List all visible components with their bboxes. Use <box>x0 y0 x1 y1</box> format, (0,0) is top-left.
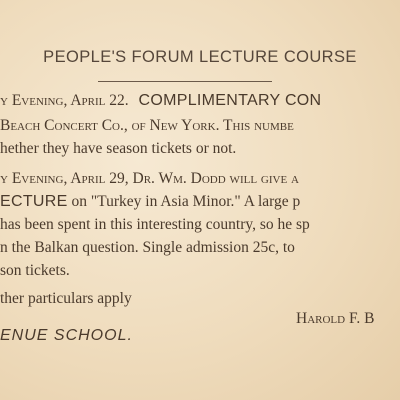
school-name: ENUE SCHOOL. <box>0 327 133 344</box>
paragraph-2-line-4: n the Balkan question. Single admission 25c, to <box>0 239 295 256</box>
paragraph-2-line-3: has been spent in this interesting country, so he sp <box>0 216 310 233</box>
complimentary-concert-text: COMPLIMENTARY CON <box>138 92 322 109</box>
paragraph-1-line-2: Beach Concert Co., of New York. This numbe <box>0 117 294 134</box>
paragraph-1-line-1 <box>0 92 321 110</box>
paragraph-1-line-3: hether they have season tickets or not. <box>0 140 237 157</box>
paragraph-2-line-1 <box>0 170 299 188</box>
april-22-date-text: y Evening, April 22. <box>0 92 129 109</box>
paragraph-2-line-5: son tickets. <box>0 262 70 279</box>
heading-rule <box>98 81 272 82</box>
signature-name: Harold F. B <box>296 310 375 327</box>
paragraph-2-line-2 <box>0 193 300 211</box>
lecture-course-heading: PEOPLE'S FORUM LECTURE COURSE <box>43 48 357 66</box>
further-particulars-text: ther particulars apply <box>0 290 132 307</box>
turkey-lecture-title-text: on "Turkey in Asia Minor." A large p <box>67 193 301 210</box>
april-29-lecture-text: y Evening, April 29, Dr. Wm. Dodd will give a <box>0 170 300 187</box>
lecture-word: ECTURE <box>0 193 68 210</box>
